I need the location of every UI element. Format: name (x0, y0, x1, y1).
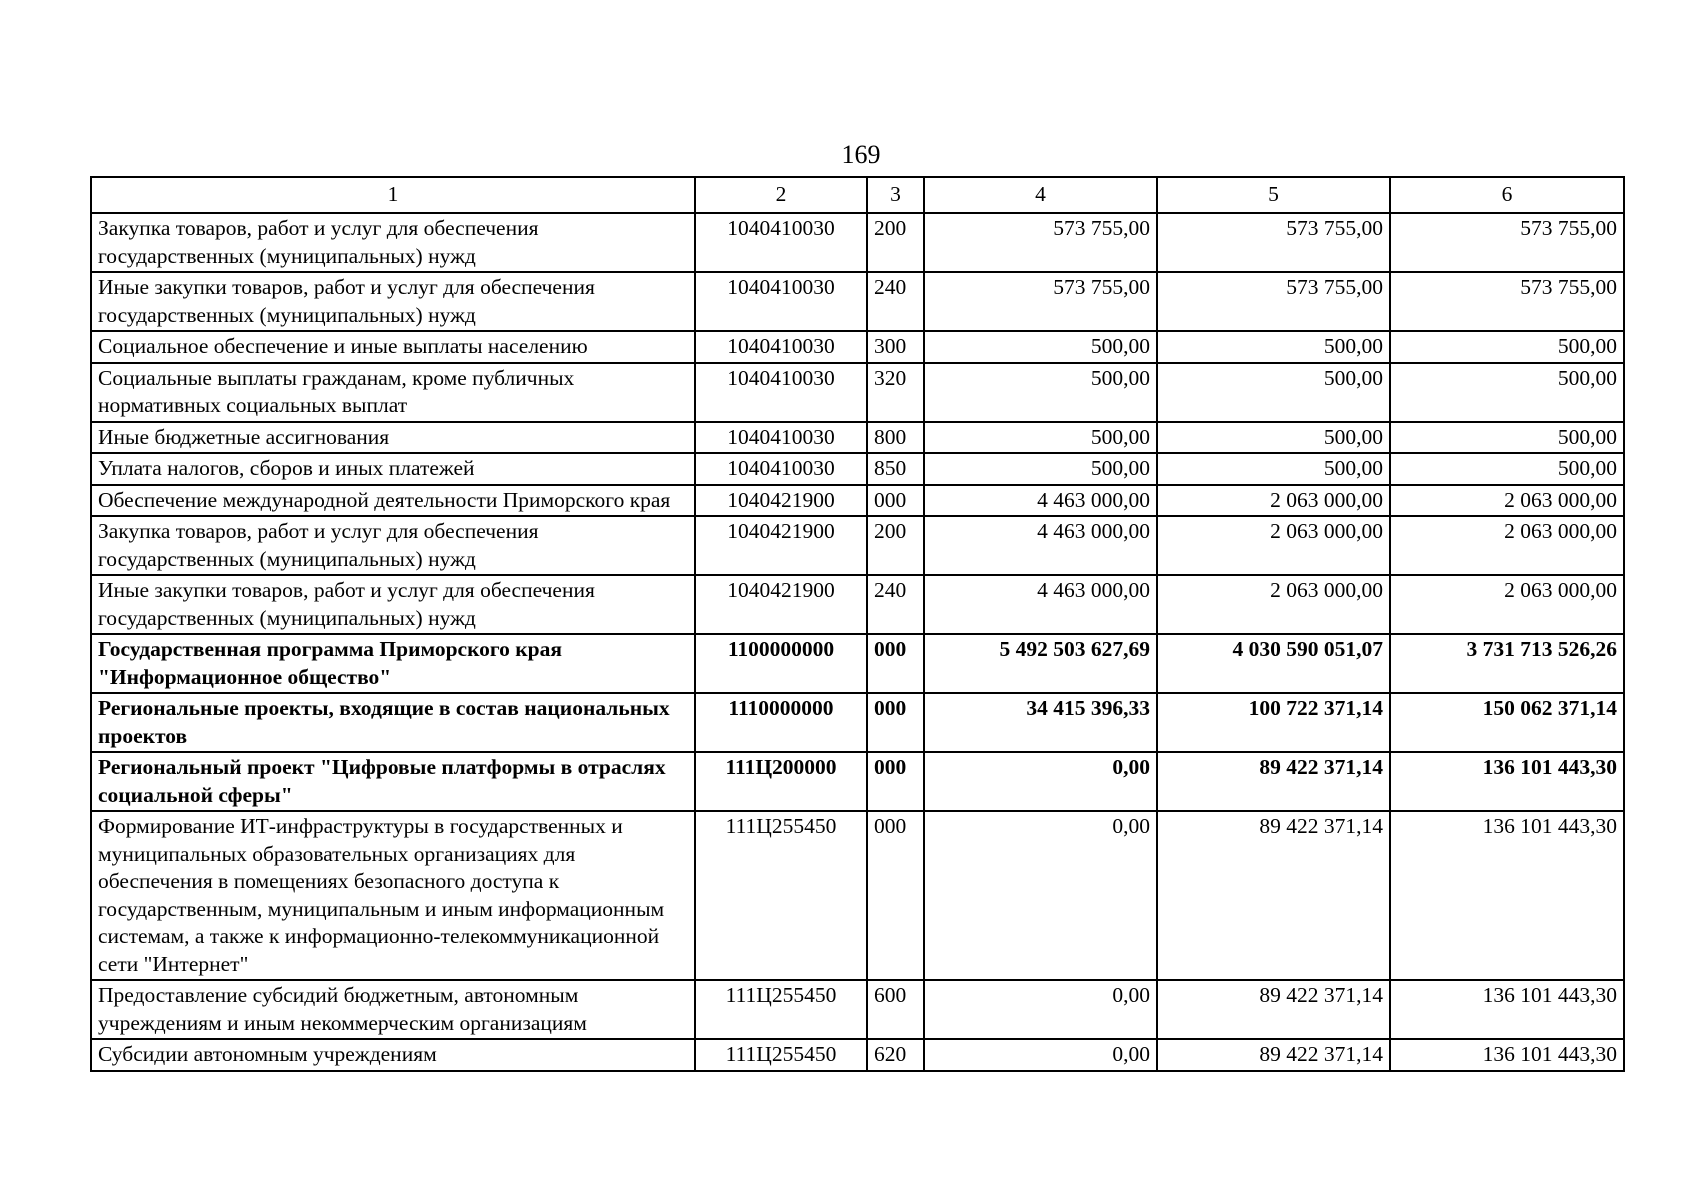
table-row (91, 422, 1624, 454)
page-number: 169 (841, 140, 881, 169)
row-code-cell: 1040410030 (695, 213, 867, 272)
row-value-4-cell: 4 463 000,00 (924, 516, 1157, 575)
row-value-6-cell: 136 101 443,30 (1390, 980, 1624, 1039)
row-code-cell: 1040421900 (695, 516, 867, 575)
row-name-cell: Государственная программа Приморского края "Информационное общество" (91, 634, 695, 693)
row-type-cell: 000 (867, 485, 924, 517)
row-value-4-cell: 500,00 (924, 363, 1157, 422)
row-code-cell: 1100000000 (695, 634, 867, 693)
row-code-cell: 1040410030 (695, 453, 867, 485)
row-value-4-cell: 4 463 000,00 (924, 575, 1157, 634)
row-name-cell: Закупка товаров, работ и услуг для обеспечения государственных (муниципальных) нужд (91, 213, 695, 272)
column-header: 6 (1390, 177, 1624, 213)
column-header: 5 (1157, 177, 1390, 213)
table-row (91, 485, 1624, 517)
table-row (91, 516, 1624, 575)
row-name-cell: Обеспечение международной деятельности Приморского края (91, 485, 695, 517)
row-value-5-cell: 4 030 590 051,07 (1157, 634, 1390, 693)
row-type-cell: 320 (867, 363, 924, 422)
row-name-cell: Формирование ИТ-инфраструктуры в государственных и муниципальных образовательных организациях для обеспечения в помещениях безопасного доступа к государственным, муниципальным и иным информационным системам, а также к информационно-телекоммуникационной сети "Интернет" (91, 811, 695, 980)
row-type-cell: 000 (867, 752, 924, 811)
row-name-cell: Иные закупки товаров, работ и услуг для обеспечения государственных (муниципальных) нужд (91, 575, 695, 634)
row-code-cell: 1040410030 (695, 272, 867, 331)
budget-table (90, 176, 1625, 1072)
row-name-cell: Уплата налогов, сборов и иных платежей (91, 453, 695, 485)
table-row (91, 1039, 1624, 1071)
row-value-5-cell: 500,00 (1157, 453, 1390, 485)
row-name-cell: Иные бюджетные ассигнования (91, 422, 695, 454)
row-name-cell: Региональный проект "Цифровые платформы в отраслях социальной сферы" (91, 752, 695, 811)
row-name-cell: Региональные проекты, входящие в состав национальных проектов (91, 693, 695, 752)
header-row (91, 177, 1624, 213)
row-value-4-cell: 573 755,00 (924, 213, 1157, 272)
column-header: 1 (91, 177, 695, 213)
row-value-4-cell: 5 492 503 627,69 (924, 634, 1157, 693)
row-value-4-cell: 0,00 (924, 1039, 1157, 1071)
row-name-cell: Предоставление субсидий бюджетным, автономным учреждениям и иным некоммерческим организациям (91, 980, 695, 1039)
row-value-5-cell: 2 063 000,00 (1157, 485, 1390, 517)
row-value-4-cell: 0,00 (924, 980, 1157, 1039)
row-value-6-cell: 150 062 371,14 (1390, 693, 1624, 752)
row-value-6-cell: 573 755,00 (1390, 272, 1624, 331)
row-type-cell: 200 (867, 213, 924, 272)
table-row (91, 980, 1624, 1039)
row-code-cell: 1040421900 (695, 485, 867, 517)
row-value-6-cell: 2 063 000,00 (1390, 516, 1624, 575)
table-row (91, 363, 1624, 422)
row-value-5-cell: 89 422 371,14 (1157, 1039, 1390, 1071)
row-type-cell: 000 (867, 634, 924, 693)
row-type-cell: 850 (867, 453, 924, 485)
table-row (91, 634, 1624, 693)
row-value-4-cell: 500,00 (924, 453, 1157, 485)
row-code-cell: 1040410030 (695, 422, 867, 454)
table-row (91, 213, 1624, 272)
row-value-5-cell: 2 063 000,00 (1157, 516, 1390, 575)
row-value-5-cell: 2 063 000,00 (1157, 575, 1390, 634)
row-value-6-cell: 3 731 713 526,26 (1390, 634, 1624, 693)
row-value-4-cell: 0,00 (924, 811, 1157, 980)
row-name-cell: Социальное обеспечение и иные выплаты населению (91, 331, 695, 363)
table-row (91, 272, 1624, 331)
row-value-6-cell: 2 063 000,00 (1390, 485, 1624, 517)
row-value-6-cell: 136 101 443,30 (1390, 1039, 1624, 1071)
row-code-cell: 1040410030 (695, 363, 867, 422)
table-row (91, 453, 1624, 485)
row-name-cell: Иные закупки товаров, работ и услуг для обеспечения государственных (муниципальных) нужд (91, 272, 695, 331)
table-row (91, 331, 1624, 363)
row-value-5-cell: 500,00 (1157, 363, 1390, 422)
row-value-6-cell: 136 101 443,30 (1390, 811, 1624, 980)
row-code-cell: 1110000000 (695, 693, 867, 752)
row-value-5-cell: 500,00 (1157, 331, 1390, 363)
row-name-cell: Закупка товаров, работ и услуг для обеспечения государственных (муниципальных) нужд (91, 516, 695, 575)
row-code-cell: 1040410030 (695, 331, 867, 363)
table-row (91, 693, 1624, 752)
row-type-cell: 000 (867, 693, 924, 752)
row-value-4-cell: 573 755,00 (924, 272, 1157, 331)
row-type-cell: 300 (867, 331, 924, 363)
row-value-6-cell: 500,00 (1390, 363, 1624, 422)
row-value-5-cell: 100 722 371,14 (1157, 693, 1390, 752)
row-value-6-cell: 500,00 (1390, 453, 1624, 485)
table-row (91, 811, 1624, 980)
row-type-cell: 200 (867, 516, 924, 575)
row-type-cell: 800 (867, 422, 924, 454)
row-value-4-cell: 0,00 (924, 752, 1157, 811)
table-row (91, 752, 1624, 811)
column-header: 4 (924, 177, 1157, 213)
row-code-cell: 1040421900 (695, 575, 867, 634)
row-value-5-cell: 573 755,00 (1157, 272, 1390, 331)
row-type-cell: 600 (867, 980, 924, 1039)
row-type-cell: 240 (867, 272, 924, 331)
row-value-6-cell: 500,00 (1390, 422, 1624, 454)
row-value-6-cell: 500,00 (1390, 331, 1624, 363)
table-body (91, 213, 1624, 1071)
row-value-5-cell: 89 422 371,14 (1157, 980, 1390, 1039)
row-code-cell: 111Ц255450 (695, 1039, 867, 1071)
row-code-cell: 111Ц255450 (695, 811, 867, 980)
row-value-4-cell: 500,00 (924, 331, 1157, 363)
row-value-4-cell: 34 415 396,33 (924, 693, 1157, 752)
row-value-4-cell: 4 463 000,00 (924, 485, 1157, 517)
row-type-cell: 000 (867, 811, 924, 980)
row-type-cell: 240 (867, 575, 924, 634)
row-value-6-cell: 2 063 000,00 (1390, 575, 1624, 634)
row-name-cell: Социальные выплаты гражданам, кроме публичных нормативных социальных выплат (91, 363, 695, 422)
row-name-cell: Субсидии автономным учреждениям (91, 1039, 695, 1071)
column-header: 2 (695, 177, 867, 213)
row-code-cell: 111Ц255450 (695, 980, 867, 1039)
row-value-4-cell: 500,00 (924, 422, 1157, 454)
row-type-cell: 620 (867, 1039, 924, 1071)
row-value-5-cell: 500,00 (1157, 422, 1390, 454)
table-row (91, 575, 1624, 634)
row-value-6-cell: 136 101 443,30 (1390, 752, 1624, 811)
row-value-5-cell: 89 422 371,14 (1157, 752, 1390, 811)
row-code-cell: 111Ц200000 (695, 752, 867, 811)
column-header: 3 (867, 177, 924, 213)
row-value-6-cell: 573 755,00 (1390, 213, 1624, 272)
row-value-5-cell: 89 422 371,14 (1157, 811, 1390, 980)
row-value-5-cell: 573 755,00 (1157, 213, 1390, 272)
